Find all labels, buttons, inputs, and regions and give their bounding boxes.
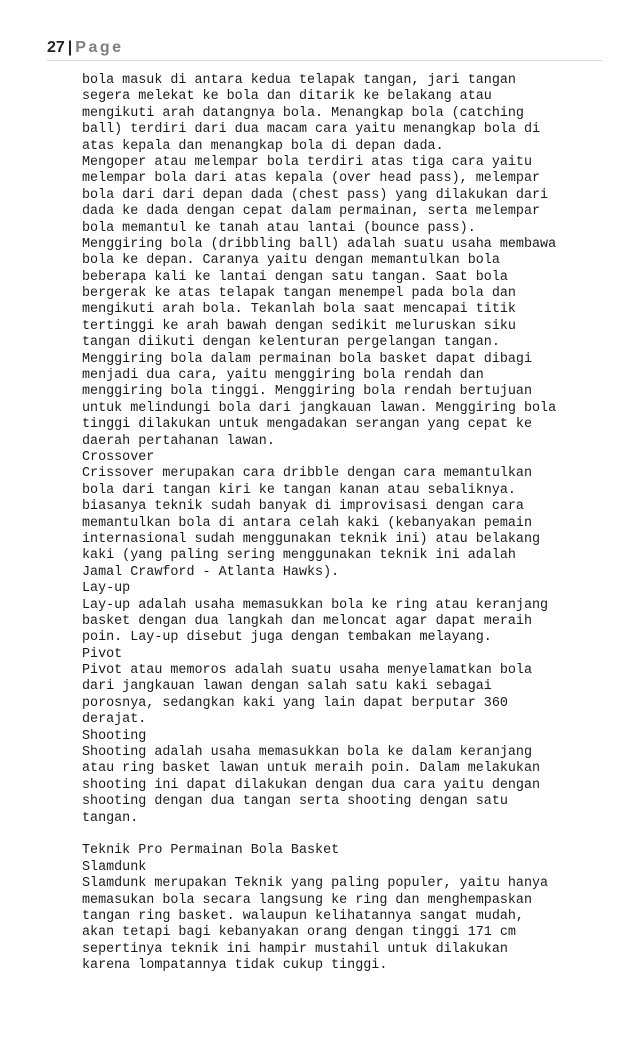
text-line: atau ring basket lawan untuk meraih poin. Dalam melakukan <box>82 761 541 777</box>
text-line: Shooting adalah usaha memasukkan bola ke dalam keranjang <box>82 745 532 761</box>
text-line: Teknik Pro Permainan Bola Basket <box>82 843 340 859</box>
header-separator: | <box>67 39 73 56</box>
text-line: Crossover <box>82 449 155 465</box>
text-line: mengikuti arah bola. Tekanlah bola saat mencapai titik <box>82 302 516 318</box>
text-line: menjadi dua cara, yaitu menggiring bola rendah dan <box>82 368 484 384</box>
text-line <box>82 827 612 843</box>
text-line: Slamdunk merupakan Teknik yang paling populer, yaitu hanya <box>82 876 549 892</box>
text-line: melempar bola dari atas kepala (over head pass), melempar <box>82 171 541 187</box>
text-line: bola memantul ke tanah atau lantai (bounce pass). <box>82 220 476 236</box>
text-line: tangan ring basket. walaupun kelihatannya sangat mudah, <box>82 908 524 924</box>
text-line: Jamal Crawford - Atlanta Hawks). <box>82 564 340 580</box>
text-line: karena lompatannya tidak cukup tinggi. <box>82 958 388 974</box>
page-header <box>47 38 602 61</box>
text-line: tangan diikuti dengan kelenturan pergelangan tangan. <box>82 335 500 351</box>
text-line: Menggiring bola dalam permainan bola basket dapat dibagi <box>82 351 532 367</box>
text-line: untuk melindungi bola dari jangkauan lawan. Menggiring bola <box>82 400 557 416</box>
text-line: beberapa kali ke lantai dengan satu tangan. Saat bola <box>82 269 508 285</box>
page-number: 27 <box>47 39 65 56</box>
text-line: biasanya teknik sudah banyak di improvisasi dengan cara <box>82 499 524 515</box>
text-line: Mengoper atau melempar bola terdiri atas tiga cara yaitu <box>82 154 532 170</box>
text-line: memasukan bola secara langsung ke ring dan menghempaskan <box>82 892 532 908</box>
text-line: Shooting <box>82 728 147 744</box>
text-line: shooting ini dapat dilakukan dengan dua cara yaitu dengan <box>82 777 541 793</box>
text-line: bola dari dari depan dada (chest pass) yang dilakukan dari <box>82 187 549 203</box>
text-line: tinggi dilakukan untuk mengadakan serangan yang cepat ke <box>82 417 532 433</box>
text-line: segera melekat ke bola dan ditarik ke belakang atau <box>82 89 492 105</box>
text-line: Lay-up <box>82 581 131 597</box>
text-line: bola ke depan. Caranya yaitu dengan memantulkan bola <box>82 253 500 269</box>
text-line: poin. Lay-up disebut juga dengan tembakan melayang. <box>82 630 492 646</box>
text-line: akan tetapi bagi kebanyakan orang dengan tinggi 171 cm <box>82 925 516 941</box>
text-line: bergerak ke atas telapak tangan menempel pada bola dan <box>82 286 516 302</box>
text-line: internasional sudah menggunakan teknik ini) atau belakang <box>82 531 541 547</box>
text-line: Pivot atau memoros adalah suatu usaha menyelamatkan bola <box>82 663 532 679</box>
text-line: Lay-up adalah usaha memasukkan bola ke ring atau keranjang <box>82 597 549 613</box>
text-line: bola masuk di antara kedua telapak tangan, jari tangan <box>82 73 516 88</box>
text-line: porosnya, sedangkan kaki yang lain dapat berputar 360 <box>82 695 508 711</box>
text-line: Menggiring bola (dribbling ball) adalah suatu usaha membawa <box>82 236 557 252</box>
text-line: Slamdunk <box>82 859 147 875</box>
text-line: dari jangkauan lawan dengan salah satu kaki sebagai <box>82 679 492 695</box>
text-line: menggiring bola tinggi. Menggiring bola rendah bertujuan <box>82 384 532 400</box>
text-line: bola dari tangan kiri ke tangan kanan atau sebaliknya. <box>82 482 516 498</box>
text-line: derajat. <box>82 712 147 728</box>
text-line: sepertinya teknik ini hampir mustahil untuk dilakukan <box>82 941 508 957</box>
text-line: mengikuti arah datangnya bola. Menangkap bola (catching <box>82 105 524 121</box>
text-line: ball) terdiri dari dua macam cara yaitu menangkap bola di <box>82 122 541 138</box>
text-line: shooting dengan dua tangan serta shooting dengan satu <box>82 794 508 810</box>
text-line: kaki (yang paling sering menggunakan teknik ini adalah <box>82 548 516 564</box>
text-line: Crissover merupakan cara dribble dengan cara memantulkan <box>82 466 532 482</box>
text-line: memantulkan bola di antara celah kaki (kebanyakan pemain <box>82 515 532 531</box>
text-line: atas kepala dan menangkap bola di depan dada. <box>82 138 444 154</box>
text-line: tangan. <box>82 810 139 826</box>
text-line: dada ke dada dengan cepat dalam permainan, serta melempar <box>82 204 541 220</box>
text-line: tertinggi ke arah bawah dengan sedikit meluruskan siku <box>82 318 516 334</box>
text-line: basket dengan dua langkah dan meloncat agar dapat meraih <box>82 613 532 629</box>
page-label: Page <box>75 39 124 56</box>
text-line: Pivot <box>82 646 123 662</box>
document-body <box>82 73 612 974</box>
text-line: daerah pertahanan lawan. <box>82 433 275 449</box>
